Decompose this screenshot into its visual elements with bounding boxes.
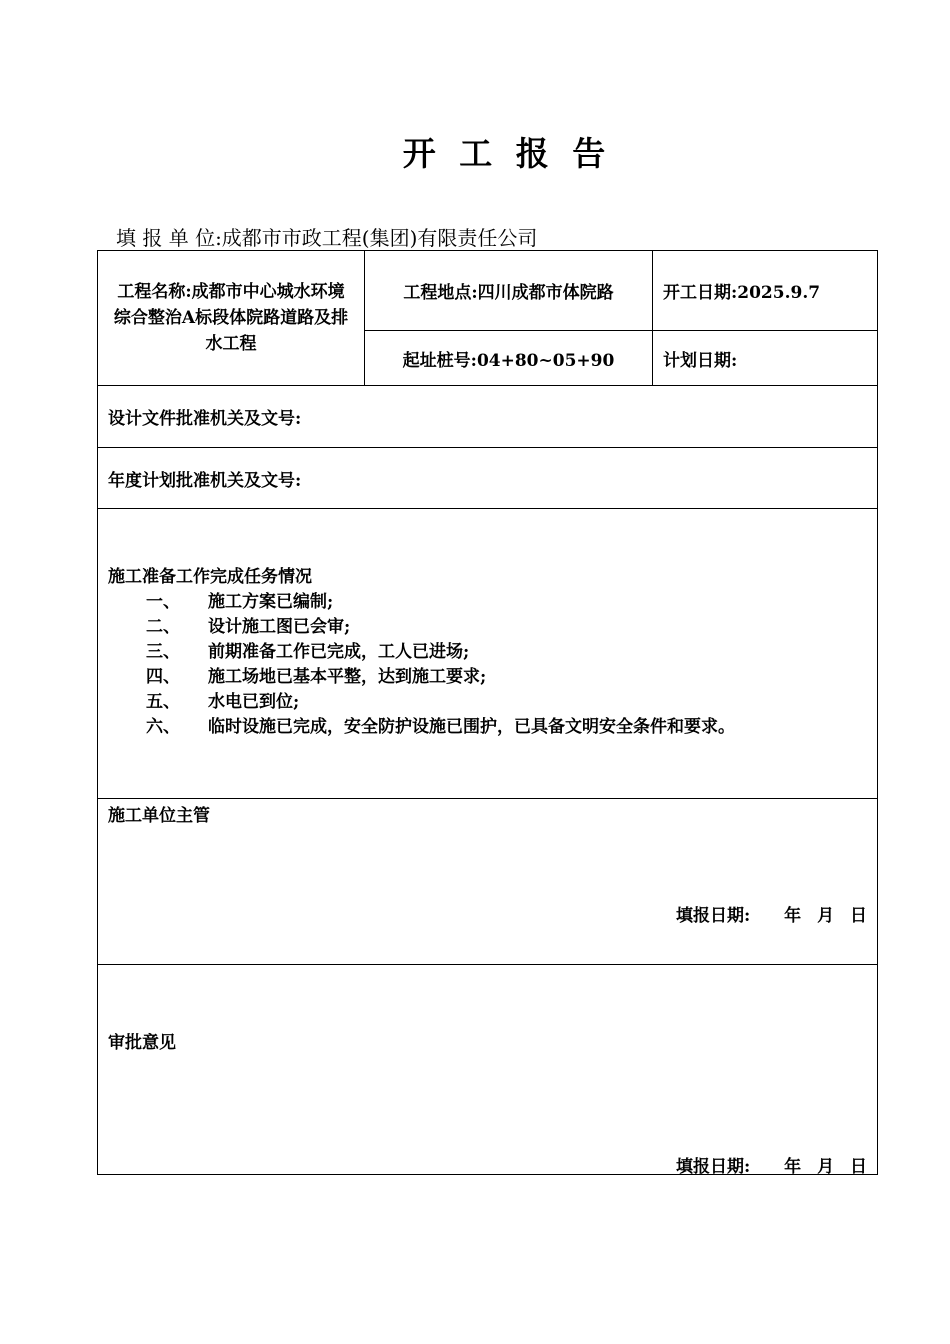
title-char: 报 [515, 134, 549, 173]
month-label: 月 [817, 1157, 835, 1177]
reporting-unit: 填 报 单 位:成都市市政工程(集团)有限责任公司 [116, 226, 538, 250]
supervisor-label: 施工单位主管 [108, 806, 210, 826]
start-date-cell: 开工日期:2025.9.7 [653, 251, 878, 331]
annual-plan-approval-cell: 年度计划批准机关及文号: [98, 448, 878, 509]
item-number: 一、 [146, 592, 180, 612]
item-text: 前期准备工作已完成，工人已进场; [208, 642, 470, 662]
start-report-form [97, 250, 878, 1175]
item-number: 五、 [146, 692, 180, 712]
approval-fill-date [676, 1152, 867, 1177]
list-item [108, 590, 867, 615]
title-char: 工 [459, 134, 493, 173]
title-char: 告 [572, 134, 606, 173]
preparation-heading: 施工准备工作完成任务情况 [108, 567, 312, 587]
planned-date-cell: 计划日期: [653, 331, 878, 386]
item-number: 六、 [146, 717, 180, 737]
supervisor-cell [98, 799, 878, 965]
title-char: 开 [402, 134, 436, 173]
preparation-cell [98, 509, 878, 799]
document-title [0, 128, 950, 175]
fill-date-label: 填报日期: [675, 906, 751, 926]
item-number: 三、 [146, 642, 180, 662]
supervisor-fill-date [676, 901, 867, 926]
day-label: 日 [850, 906, 867, 926]
day-label: 日 [850, 1157, 867, 1177]
design-approval-cell: 设计文件批准机关及文号: [98, 386, 878, 448]
list-item [108, 615, 867, 640]
list-item [108, 690, 867, 715]
month-label: 月 [817, 906, 835, 926]
item-text: 临时设施已完成，安全防护设施已围护，已具备文明安全条件和要求。 [208, 717, 735, 737]
item-number: 二、 [146, 617, 180, 637]
list-item [108, 640, 867, 665]
item-number: 四、 [146, 667, 180, 687]
list-item [108, 665, 867, 690]
year-label: 年 [784, 1157, 802, 1177]
preparation-list [108, 590, 867, 740]
project-name-cell: 工程名称:成都市中心城水环境综合整治A标段体院路道路及排水工程 [98, 251, 365, 386]
list-item [108, 715, 867, 740]
year-label: 年 [784, 906, 802, 926]
station-range-cell: 起址桩号:04+80~05+90 [365, 331, 653, 386]
approval-cell [98, 965, 878, 1175]
item-text: 施工场地已基本平整，达到施工要求; [208, 667, 487, 687]
fill-date-label: 填报日期: [675, 1157, 751, 1177]
item-text: 水电已到位; [208, 692, 300, 712]
item-text: 设计施工图已会审; [208, 617, 351, 637]
item-text: 施工方案已编制; [208, 592, 334, 612]
project-location-cell: 工程地点:四川成都市体院路 [365, 251, 653, 331]
approval-label: 审批意见 [108, 1033, 176, 1053]
